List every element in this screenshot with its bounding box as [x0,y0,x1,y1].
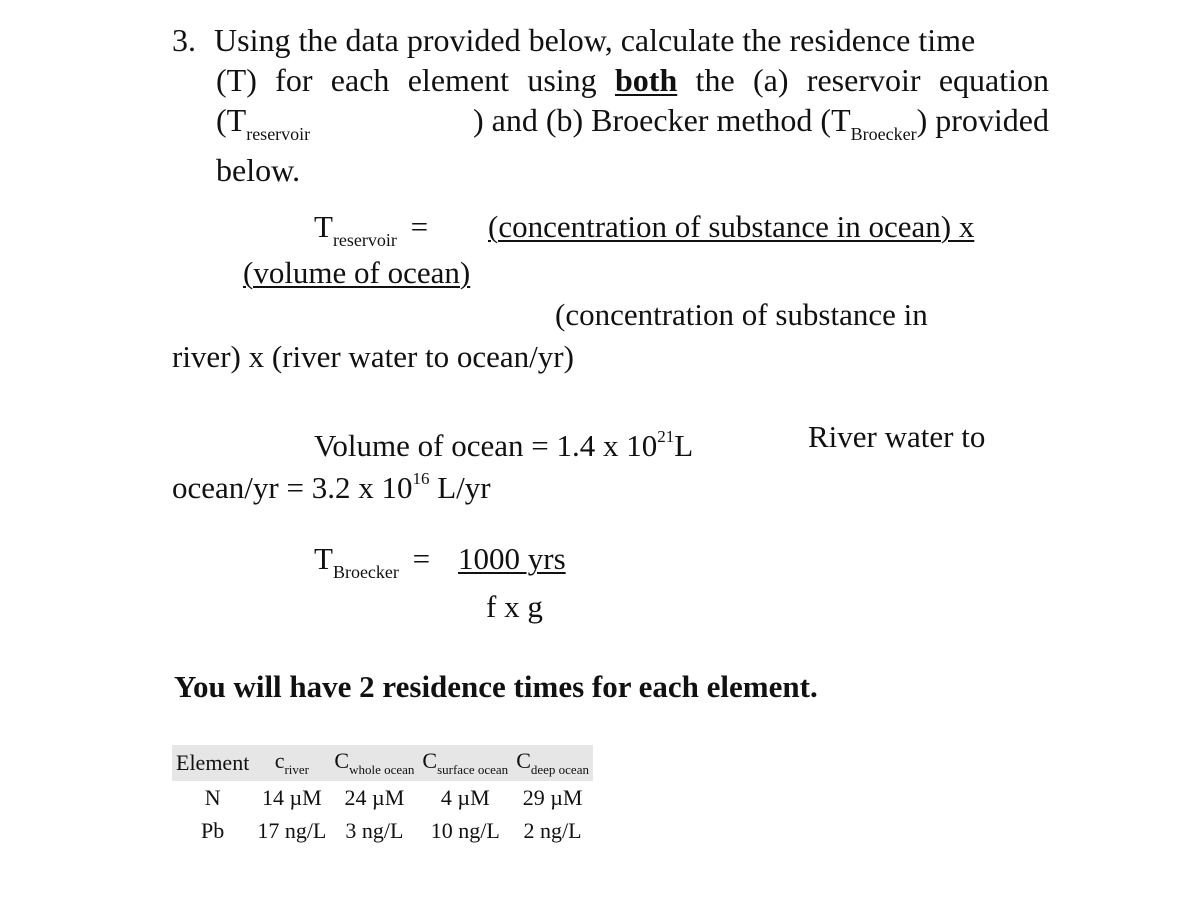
header-c-deep-ocean: $C_{deep ocean}$ [512,745,593,781]
cell-element: N [204,784,221,810]
question-line-3-part-b: ) and (b) Broecker method $(T_{Broecker})$ provided [473,102,1049,144]
reservoir-eq-T-subscript: reservoir [332,230,397,250]
question-line-3-part-a: ($T_{reservoir}$ [216,102,311,144]
reservoir-eq-denominator-2: river) x (river water to ocean/yr) [172,339,574,374]
broecker-eq-lhs [314,540,430,591]
question-line-2-post: the (a) reservoir equation [677,62,1050,98]
volume-exponent: 21 [657,427,675,446]
broecker-eq-numerator: 1000 yrs [458,541,566,576]
question-number: 3. [172,22,196,58]
broecker-eq-denominator: f x g [486,589,543,624]
broecker-eq-equals: = [412,541,431,576]
cell-c-whole: 3 ng/L [345,817,404,843]
reservoir-eq-equals: = [410,209,429,244]
table-row [172,781,593,814]
cell-c-deep: 29 µM [522,784,583,810]
question-line-1 [214,20,1049,60]
table-row [172,814,593,847]
reservoir-eq-denominator-1: (concentration of substance in [555,297,928,332]
reservoir-eq-numerator-1: (concentration of substance in ocean) x [488,209,975,244]
river-water-label: River water to [808,419,986,454]
broecker-eq-T-subscript: Broecker [332,562,399,582]
cell-c-deep: 2 ng/L [523,817,582,843]
cell-c-river: 14 µM [261,784,322,810]
question-line-2 [216,60,1049,100]
volume-of-ocean: Volume of ocean = 1.4 x $10^{21}L$ [314,427,694,463]
river-water-value: ocean/yr = 3.2 x $10^{16}$ L/yr [172,469,491,505]
question-emphasis-both: both [614,62,678,98]
header-c-surface-ocean: $C_{surface ocean}$ [418,745,512,781]
header-c-whole-ocean: $C_{whole ocean}$ [330,745,418,781]
reservoir-eq-numerator-2: (volume of ocean) [243,255,471,290]
note-residence-times: You will have 2 residence times for each element. [174,669,818,704]
t-broecker-subscript: Broecker [850,124,917,144]
question-line-3 [216,100,1049,154]
broecker-eq-T: T [314,541,333,576]
reservoir-eq-T: T [314,209,333,244]
question-line-1-text: Using the data provided below, calculate the residence time [214,22,976,58]
cell-c-surface: 4 µM [440,784,490,810]
t-reservoir-subscript: reservoir [246,124,311,144]
reservoir-eq-lhs [314,208,428,259]
element-data-table [172,745,593,847]
cell-element: Pb [201,817,225,843]
cell-c-whole: 24 µM [344,784,405,810]
header-c-river: $c_{river}$ [253,745,330,781]
river-exponent: 16 [412,469,430,488]
cell-c-river: 17 ng/L [257,817,327,843]
header-element: Element [172,745,253,781]
cell-c-surface: 10 ng/L [430,817,500,843]
question-line-2-pre: (T) for each element using [216,62,615,98]
question-line-4: below. [216,152,301,188]
table-header-row [172,745,593,781]
